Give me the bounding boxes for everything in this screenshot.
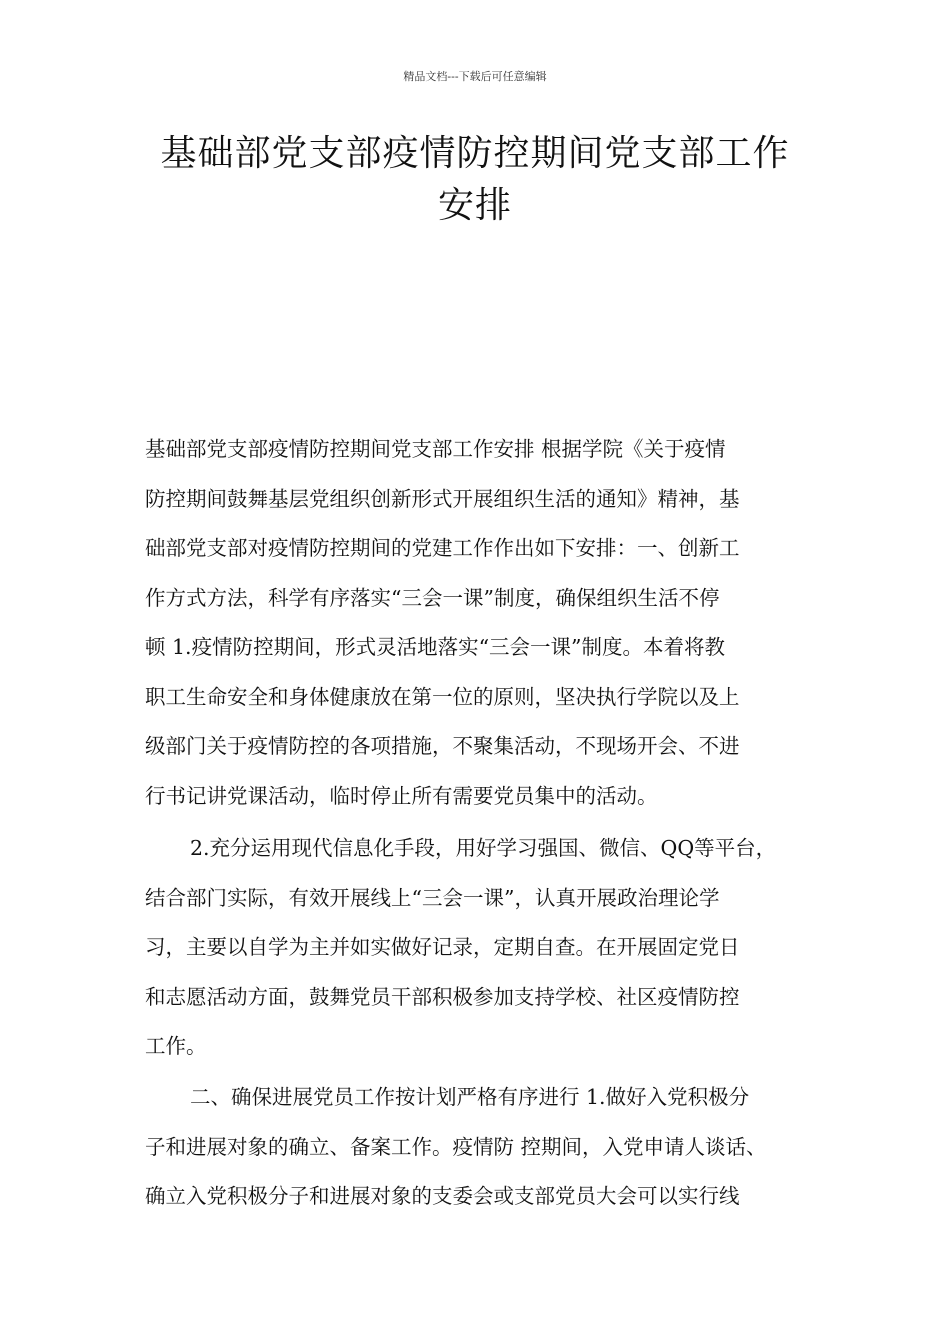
paragraph-line: 子和进展对象的确立、备案工作。疫情防 控期间，入党申请人谈话、 bbox=[145, 1134, 767, 1159]
document-title bbox=[100, 128, 850, 232]
paragraph-line: 职工生命安全和身体健康放在第一位的原则，坚决执行学院以及上 bbox=[145, 684, 740, 709]
paragraph-line: 础部党支部对疫情防控期间的党建工作作出如下安排：一、创新工 bbox=[145, 536, 740, 560]
paragraph-2 bbox=[145, 824, 810, 1072]
paragraph-line: 工作。 bbox=[145, 1034, 207, 1058]
paragraph-1 bbox=[145, 425, 810, 821]
paragraph-3 bbox=[145, 1073, 810, 1222]
paragraph-line: 习，主要以自学为主并如实做好记录，定期自查。在开展固定党日 bbox=[145, 935, 740, 959]
paragraph-line: 2.充分运用现代信息化手段，用好学习强国、微信、QQ等平台， bbox=[190, 836, 777, 860]
paragraph-line: 二、确保进展党员工作按计划严格有序进行 1.做好入党积极分 bbox=[190, 1085, 750, 1109]
paragraph-line: 结合部门实际，有效开展线上“三会一课”，认真开展政治理论学 bbox=[145, 885, 720, 910]
paragraph-line: 和志愿活动方面，鼓舞党员干部积极参加支持学校、社区疫情防控 bbox=[145, 984, 740, 1009]
paragraph-line: 顿 1.疫情防控期间，形式灵活地落实“三会一课”制度。本着将教 bbox=[145, 635, 726, 659]
paragraph-line: 基础部党支部疫情防控期间党支部工作安排 根据学院《关于疫情 bbox=[145, 437, 726, 461]
title-line-2: 安排 bbox=[437, 185, 512, 226]
paragraph-line: 级部门关于疫情防控的各项措施，不聚集活动，不现场开会、不进 bbox=[145, 734, 740, 758]
title-line-1: 基础部党支部疫情防控期间党支部工作 bbox=[160, 133, 790, 174]
header-note: 精品文档---下载后可任意编辑 bbox=[403, 70, 547, 83]
paragraph-line: 确立入党积极分子和进展对象的支委会或支部党员大会可以实行线 bbox=[145, 1184, 740, 1208]
paragraph-line: 行书记讲党课活动，临时停止所有需要党员集中的活动。 bbox=[145, 783, 658, 808]
paragraph-line: 防控期间鼓舞基层党组织创新形式开展组织生活的通知》精神，基 bbox=[145, 486, 740, 511]
paragraph-line: 作方式方法，科学有序落实“三会一课”制度，确保组织生活不停 bbox=[145, 585, 720, 610]
